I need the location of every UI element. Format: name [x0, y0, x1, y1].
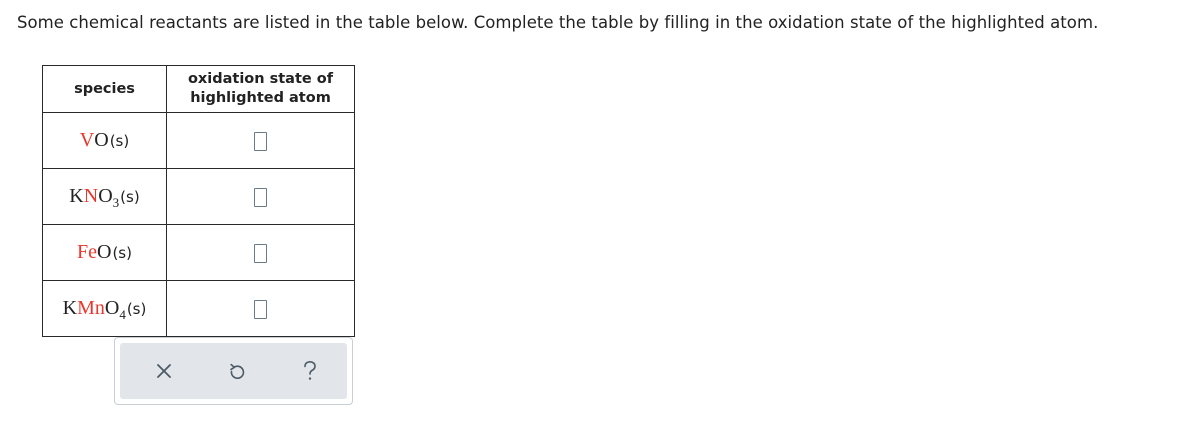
x-icon: [156, 363, 172, 379]
species-formula: $KNO_3(s)$: [69, 185, 140, 210]
table-row: [43, 113, 355, 169]
question-prompt: Some chemical reactants are listed in the table below. Complete the table by filling in the oxidation state of the highlighted atom.: [17, 13, 1099, 32]
oxidation-state-input[interactable]: [254, 188, 267, 207]
highlighted-atom: Fe: [77, 241, 97, 263]
oxidation-state-input[interactable]: [254, 244, 267, 263]
answer-cell: [167, 113, 355, 169]
answer-cell: [167, 281, 355, 337]
table-row: [43, 169, 355, 225]
oxidation-column-header: [167, 66, 355, 113]
species-cell: [43, 281, 167, 337]
species-formula: VO(s): [79, 129, 130, 151]
oxidation-state-input[interactable]: [254, 132, 267, 151]
oxidation-header-line2: highlighted atom: [190, 90, 331, 106]
species-formula: FeO(s): [77, 241, 132, 263]
answer-cell: [167, 225, 355, 281]
species-cell: [43, 225, 167, 281]
answer-cell: [167, 169, 355, 225]
table-row: [43, 225, 355, 281]
highlighted-atom: Mn: [77, 297, 105, 319]
toolbar-panel: [120, 343, 347, 399]
oxidation-state-input[interactable]: [254, 300, 267, 319]
answer-toolbar: [114, 337, 353, 405]
table-row: [43, 281, 355, 337]
undo-icon: [228, 362, 246, 380]
oxidation-header-line1: oxidation state of: [187, 71, 334, 87]
species-cell: [43, 113, 167, 169]
help-button[interactable]: [285, 343, 335, 399]
species-formula: KMnO$_4$(s): [62, 297, 147, 322]
table-header-row: [43, 66, 355, 113]
help-icon: [302, 360, 318, 382]
undo-button[interactable]: [212, 343, 262, 399]
highlighted-atom: V: [79, 129, 95, 151]
clear-button[interactable]: [139, 343, 189, 399]
highlighted-atom: N: [83, 185, 99, 207]
oxidation-state-table: [42, 65, 355, 337]
species-cell: [43, 169, 167, 225]
species-column-header: species: [43, 66, 167, 113]
